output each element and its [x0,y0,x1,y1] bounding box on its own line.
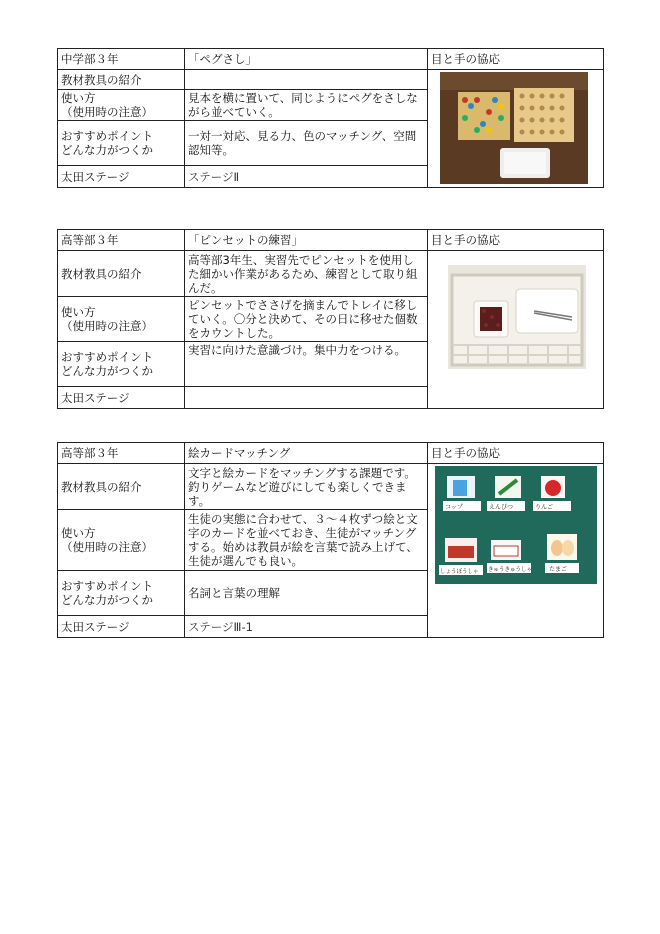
row-value-stage [185,387,428,409]
card-label-firetruck: しょうぼうしゃ [440,569,479,575]
card-label-cup: コップ [445,504,463,511]
row-value-intro [185,70,428,90]
photo-cell [428,251,604,409]
row-label-intro: 教材教具の紹介 [58,464,185,510]
row-value-intro: 高等部3年生、実習先でピンセットを使用した細かい作業があるため、練習として取り組んだ。 [185,251,428,297]
row-value-usage: 見本を横に置いて、同じようにペグをさしながら並べていく。 [185,90,428,121]
row-value-usage: ピンセットでささげを摘まんでトレイに移していく。〇分と決めて、その日に移せた個数をカウントした。 [185,297,428,342]
photo-cell [428,70,604,188]
row-label-usage: 使い方 （使用時の注意） [58,90,185,121]
row-label-stage: 太田ステージ [58,616,185,638]
grade-cell: 高等部３年 [58,230,185,251]
row-label-intro: 教材教具の紹介 [58,70,185,90]
tweezers-photo [448,265,586,369]
card-table-peg [57,48,604,188]
row-value-usage: 生徒の実態に合わせて、３～４枚ずつ絵と文字のカードを並べておき、生徒がマッチングする。始めは教員が絵を言葉で読み上げて、生徒が選んでも良い。 [185,510,428,571]
grade-cell: 高等部３年 [58,443,185,464]
card-label-pencil: えんぴつ [489,504,514,511]
picture-cards-photo [435,466,597,584]
title-cell: 「ペグさし」 [185,49,428,70]
row-label-stage: 太田ステージ [58,166,185,188]
row-label-points: おすすめポイント どんな力がつくか [58,571,185,616]
row-label-points: おすすめポイント どんな力がつくか [58,342,185,387]
pegboard-photo [440,72,588,184]
row-value-stage: ステージⅡ [185,166,428,188]
title-cell: 絵カードマッチング [185,443,428,464]
card-table-tweezers [57,229,604,409]
row-value-stage: ステージⅢ-1 [185,616,428,638]
title-cell: 「ピンセットの練習」 [185,230,428,251]
grade-cell: 中学部３年 [58,49,185,70]
card-label-ambulance: きゅうきゅうしゃ [488,567,533,573]
card-table-picture-cards [57,442,604,638]
row-label-intro: 教材教具の紹介 [58,251,185,297]
row-label-usage: 使い方 （使用時の注意） [58,510,185,571]
row-value-points: 実習に向けた意識づけ。集中力をつける。 [185,342,428,387]
row-value-points: 一対一対応、見る力、色のマッチング、空間認知等。 [185,121,428,166]
card-label-apple: りんご [535,504,554,511]
category-cell: 目と手の協応 [428,230,604,251]
photo-cell [428,464,604,638]
row-label-usage: 使い方 （使用時の注意） [58,297,185,342]
category-cell: 目と手の協応 [428,49,604,70]
row-label-stage: 太田ステージ [58,387,185,409]
row-label-points: おすすめポイント どんな力がつくか [58,121,185,166]
row-value-intro: 文字と絵カードをマッチングする課題です。釣りゲームなど遊びにしても楽しくできます。 [185,464,428,510]
category-cell: 目と手の協応 [428,443,604,464]
row-value-points: 名詞と言葉の理解 [185,571,428,616]
card-label-egg: たまご [549,566,568,573]
